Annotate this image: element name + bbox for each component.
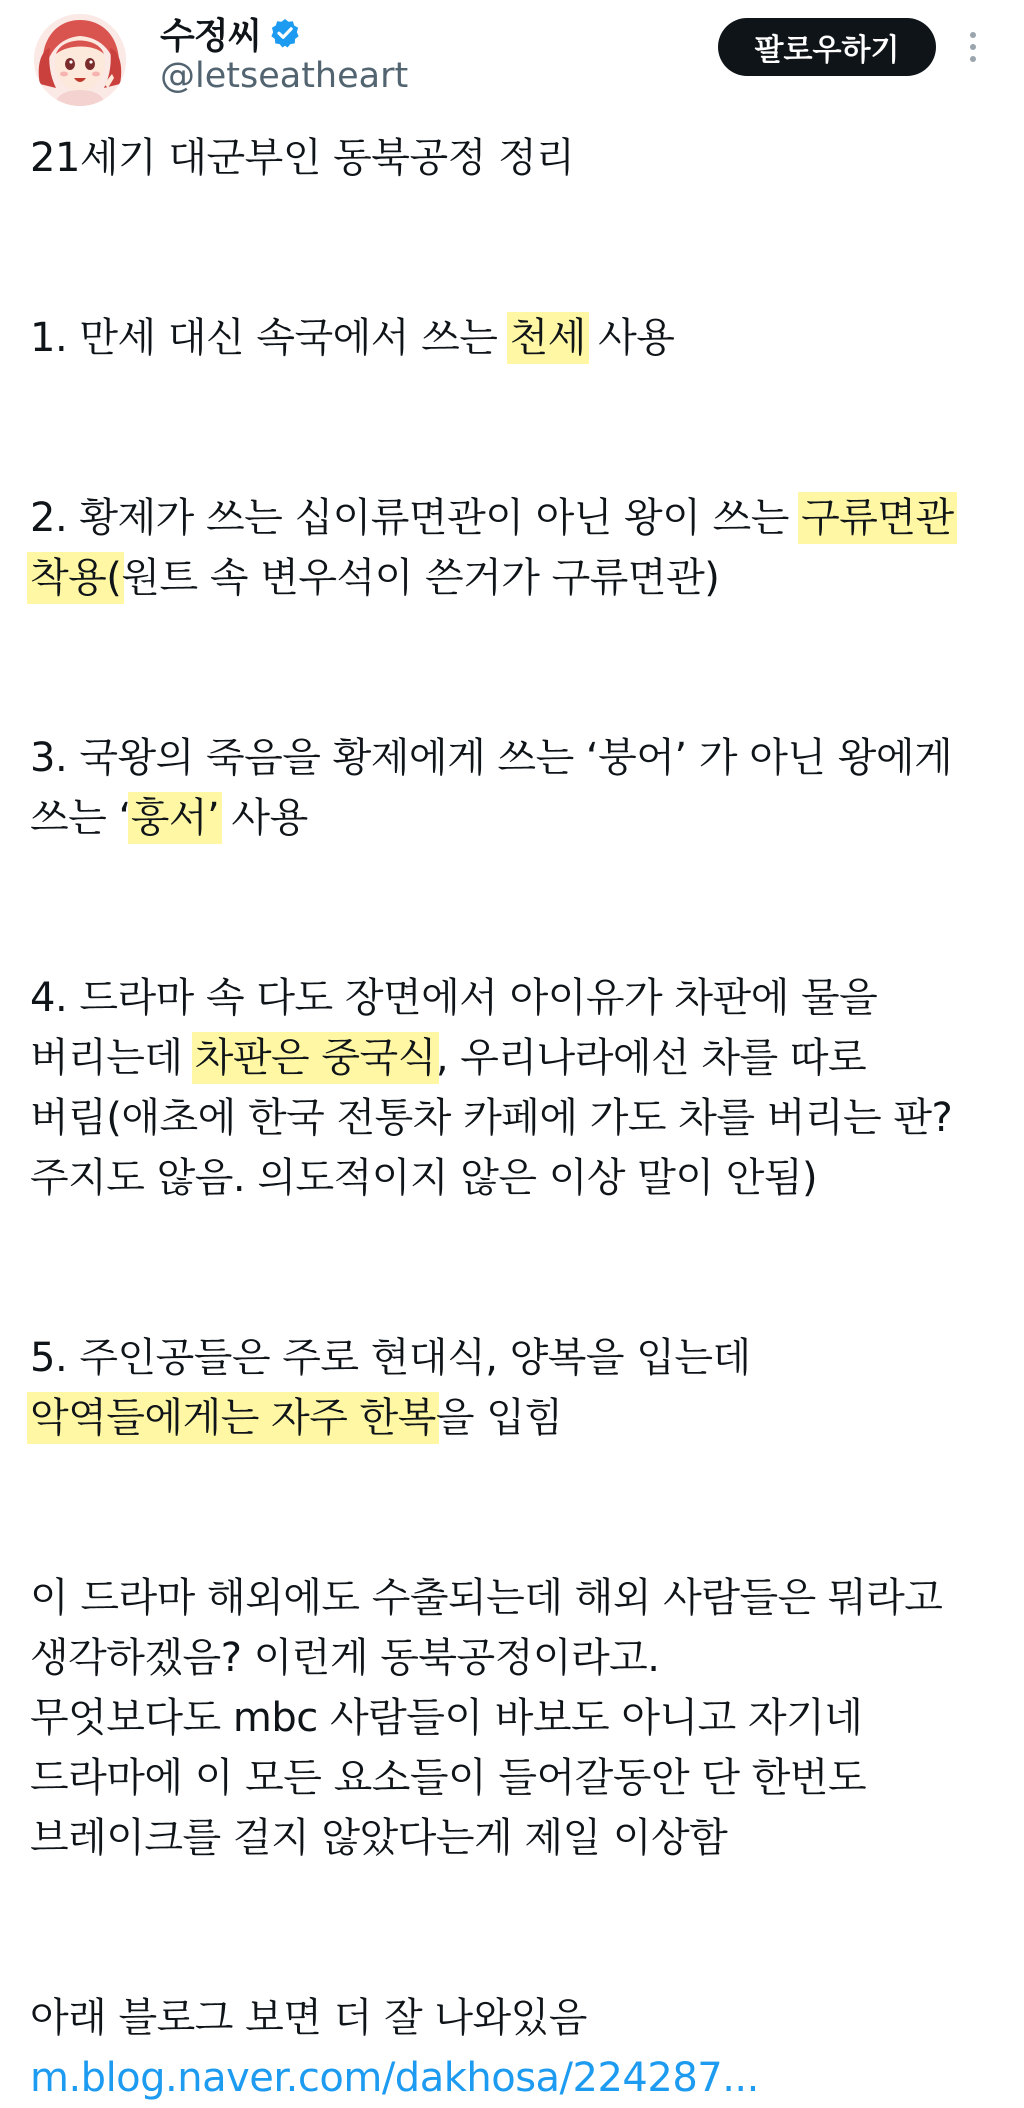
- tweet-title: 21세기 대군부인 동북공정 정리: [30, 135, 575, 181]
- follow-button[interactable]: 팔로우하기: [718, 18, 936, 76]
- item-5-line-2: [30, 1388, 1000, 1448]
- spacer: [30, 908, 1000, 968]
- spacer: [30, 188, 1000, 248]
- spacer: [30, 668, 1000, 728]
- item-3-highlight: 훙서’: [130, 795, 220, 841]
- spacer: [30, 1928, 1000, 1988]
- verified-badge-icon: [269, 17, 301, 49]
- item-2-line-2: [30, 548, 1000, 608]
- item-2-pre: 2. 황제가 쓰는 십이류면관이 아닌 왕이 쓰는: [30, 495, 802, 541]
- item-1-highlight: 천세: [509, 315, 586, 361]
- more-dot: [970, 44, 976, 50]
- tweet-header: [0, 0, 1024, 110]
- item-5-highlight: 악역들에게는 자주 한복: [30, 1395, 436, 1441]
- avatar-illustration-icon: [34, 14, 126, 106]
- item-4-pre: 버리는데: [30, 1035, 195, 1081]
- paragraph-line-1: 이 드라마 해외에도 수출되는데 해외 사람들은 뭐라고: [30, 1575, 943, 1621]
- item-4-line-3: 버림(애초에 한국 전통차 카페에 가도 차를 버리는 판?: [30, 1095, 953, 1141]
- item-3-line-2: [30, 788, 1000, 848]
- spacer: [30, 1448, 1000, 1508]
- spacer: [30, 1208, 1000, 1268]
- spacer: [30, 248, 1000, 308]
- item-1-post: 사용: [585, 315, 675, 361]
- avatar[interactable]: [34, 14, 126, 106]
- paragraph-line-4: 드라마에 이 모든 요소들이 들어갈동안 단 한번도: [30, 1755, 867, 1801]
- item-5-post: 을 입힘: [435, 1395, 563, 1441]
- item-2-highlight-2: 착용(: [30, 555, 122, 601]
- spacer: [30, 428, 1000, 488]
- display-name[interactable]: 수정씨: [160, 15, 262, 57]
- item-4-post: , 우리나라에선 차를 따로: [435, 1035, 867, 1081]
- user-handle[interactable]: @letseatheart: [160, 56, 409, 96]
- tweet-text: [30, 128, 1000, 2108]
- spacer: [30, 1868, 1000, 1928]
- spacer: [30, 848, 1000, 908]
- paragraph-line-3: 무엇보다도 mbc 사람들이 바보도 아니고 자기네: [30, 1695, 863, 1741]
- spacer: [30, 368, 1000, 428]
- spacer: [30, 1268, 1000, 1328]
- item-4-line-1: 4. 드라마 속 다도 장면에서 아이유가 차판에 물을: [30, 975, 878, 1021]
- item-1-pre: 1. 만세 대신 속국에서 쓰는: [30, 315, 510, 361]
- paragraph-line-5: 브레이크를 걸지 않았다는게 제일 이상함: [30, 1815, 728, 1861]
- item-4-line-4: 주지도 않음. 의도적이지 않은 이상 말이 안됨): [30, 1155, 818, 1201]
- item-1: [30, 308, 1000, 368]
- item-2-highlight: 구류면관: [801, 495, 954, 541]
- paragraph-line-2: 생각하겠음? 이런게 동북공정이라고.: [30, 1635, 660, 1681]
- spacer: [30, 1508, 1000, 1568]
- item-3-post: 사용: [219, 795, 308, 841]
- item-3-pre: 쓰는 ‘: [30, 795, 131, 841]
- item-4-line-2: [30, 1028, 1000, 1088]
- blog-link[interactable]: m.blog.naver.com/dakhosa/224287...: [30, 2055, 759, 2101]
- item-2-post: 원트 속 변우석이 쓴거가 구류면관): [121, 555, 720, 601]
- closing-line: 아래 블로그 보면 더 잘 나와있음: [30, 1995, 587, 2041]
- display-name-row[interactable]: [160, 10, 301, 56]
- item-2-line-1: [30, 488, 1000, 548]
- more-dot: [970, 32, 976, 38]
- spacer: [30, 608, 1000, 668]
- item-5-line-1: 5. 주인공들은 주로 현대식, 양복을 입는데: [30, 1335, 751, 1381]
- item-4-highlight: 차판은 중국식: [194, 1035, 436, 1081]
- more-vertical-icon[interactable]: [955, 22, 991, 72]
- item-3-line-1: 3. 국왕의 죽음을 황제에게 쓰는 ‘붕어’ 가 아닌 왕에게: [30, 735, 953, 781]
- more-dot: [970, 56, 976, 62]
